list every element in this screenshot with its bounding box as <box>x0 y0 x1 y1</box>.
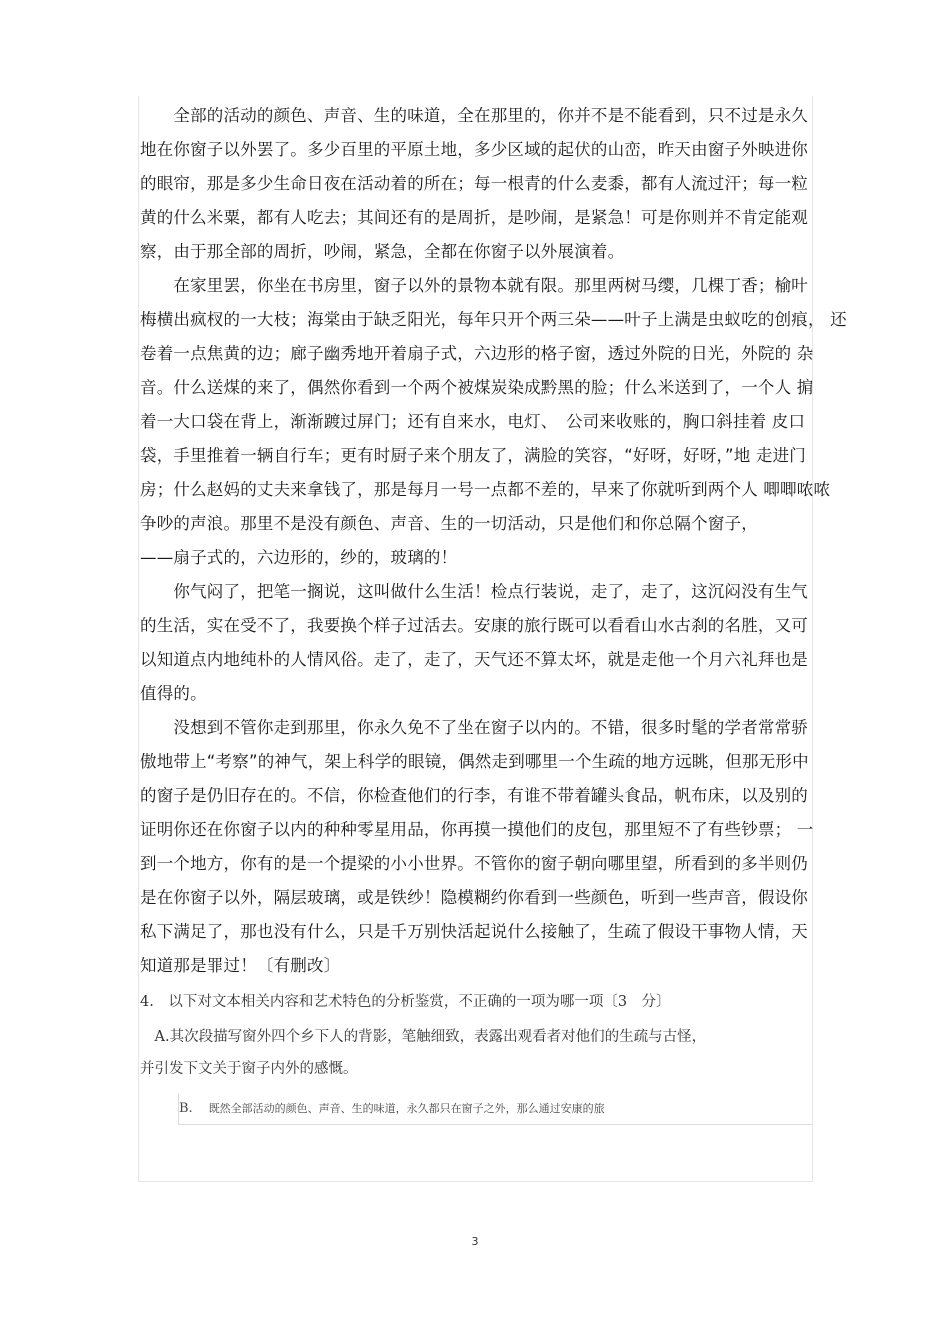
paragraph-1 <box>140 99 830 269</box>
text-line: 音。什么送煤的来了，偶然你看到一个两个被煤炭染成黔黑的脸；什么米送到了，一个人 掮 <box>140 378 814 397</box>
text-line: 值得的。 <box>140 684 207 703</box>
text-line: ——扇子式的，六边形的，纱的，玻璃的！ <box>140 548 458 567</box>
text-line: 卷着一点焦黄的边；廊子幽秀地开着扇子式，六边形的格子窗，透过外院的日光，外院的 杂 <box>140 344 814 363</box>
text-line: 傲地带上“考察”的神气，架上科学的眼镜，偶然走到哪里一个生疏的地方远眺，但那无形中 <box>140 752 809 771</box>
text-line: 的眼帘，那是多少生命日夜在活动着的所在；每一根青的什么麦黍，都有人流过汗；每一粒 <box>140 174 808 193</box>
text-line: 证明你还在你窗子以内的种种零星用品，你再摸一摸他们的皮包，那里短不了有些钞票； 一 <box>140 820 814 839</box>
text-line: 梅横出疯杈的一大枝；海棠由于缺乏阳光，每年只开个两三朵——叶子上满是虫蚁吃的创痕， 还 <box>140 310 847 329</box>
text-line: 到一个地方，你有的是一个提梁的小小世界。不管你的窗子朝向哪里望，所看到的多半则仍 <box>140 854 808 873</box>
text-line: 的生活，实在受不了，我要换个样子过活去。安康的旅行既可以看看山水古刹的名胜，又可 <box>140 616 808 635</box>
text-line: 私下满足了，那也没有什么，只是千万别快活起说什么接触了，生疏了假设干事物人情，天 <box>140 922 808 941</box>
text-line: 争吵的声浪。那里不是没有颜色、声音、生的一切活动，只是他们和你总隔个窗子， <box>140 514 758 533</box>
paragraph-3 <box>140 575 830 711</box>
text-line: 是在你窗子以外，隔层玻璃，或是铁纱！隐模糊约你看到一些颜色，听到一些声音，假设你 <box>140 888 808 907</box>
text-line: 地在你窗子以外罢了。多少百里的平原土地，多少区域的起伏的山峦，昨天由窗子外映进你 <box>140 140 808 159</box>
text-line: 在家里罢，你坐在书房里，窗子以外的景物本就有限。那里两树马缨，几棵丁香；榆叶 <box>140 276 808 295</box>
text-line: 以知道点内地纯朴的人情风俗。走了，走了，天气还不算太坏，就是走他一个月六礼拜也是 <box>140 650 808 669</box>
page-number: 3 <box>471 1235 479 1248</box>
option-b-text: 既然全部活动的颜色、声音、生的味道，永久都只在窗子之外，那么通过安康的旅 <box>208 1102 605 1115</box>
option-b-letter: B. <box>179 1101 193 1116</box>
question-4-stem: 4. 以下对文本相关内容和艺术特色的分析鉴赏，不正确的一项为哪一项〔3 分〕 <box>140 994 671 1010</box>
text-line: 知道那是罪过！〔有删改〕 <box>140 956 341 975</box>
text-line: 袋，手里推着一辆自行车；更有时厨子来个朋友了，满脸的笑容，“好呀，好呀，”地 走进门 <box>140 446 806 465</box>
option-a-line-1: A.其次段描写窗外四个乡下人的背影，笔触细致，表露出观看者对他们的生疏与古怪， <box>140 1029 707 1045</box>
text-line: 察，由于那全部的周折，吵闹，紧急，全都在你窗子以外展演着。 <box>140 242 625 261</box>
paragraph-4 <box>140 711 830 983</box>
text-line: 全部的活动的颜色、声音、生的味道，全在那里的，你并不是不能看到，只不过是永久 <box>140 106 808 125</box>
text-line: 黄的什么米粟，都有人吃去；其间还有的是周折，是吵闹，是紧急！可是你则并不肯定能观 <box>140 208 808 227</box>
option-a-line-2: 并引发下文关于窗子内外的感慨。 <box>140 1061 358 1077</box>
text-frame-bottom <box>138 1181 813 1182</box>
option-b-text-row <box>179 1100 605 1116</box>
text-frame-left <box>138 96 139 1181</box>
text-line: 没想到不管你走到那里，你永久免不了坐在窗子以内的。不错，很多时髦的学者常常骄 <box>140 718 808 737</box>
text-line: 着一大口袋在背上，渐渐踱过屏门；还有自来水，电灯、 公司来收账的，胸口斜挂着 皮口 <box>140 412 806 431</box>
text-line: 你气闷了，把笔一搁说，这叫做什么生活！检点行装说，走了，走了，这沉闷没有生气 <box>140 582 808 601</box>
option-b <box>178 1094 813 1125</box>
text-line: 房；什么赵妈的丈夫来拿钱了，那是每月一号一点都不差的，早来了你就听到两个人 唧唧哝哝 <box>140 480 831 499</box>
text-line: 的窗子是仍旧存在的。不信，你检查他们的行李，有谁不带着罐头食品，帆布床，以及别的 <box>140 786 808 805</box>
paragraph-2 <box>140 269 847 575</box>
